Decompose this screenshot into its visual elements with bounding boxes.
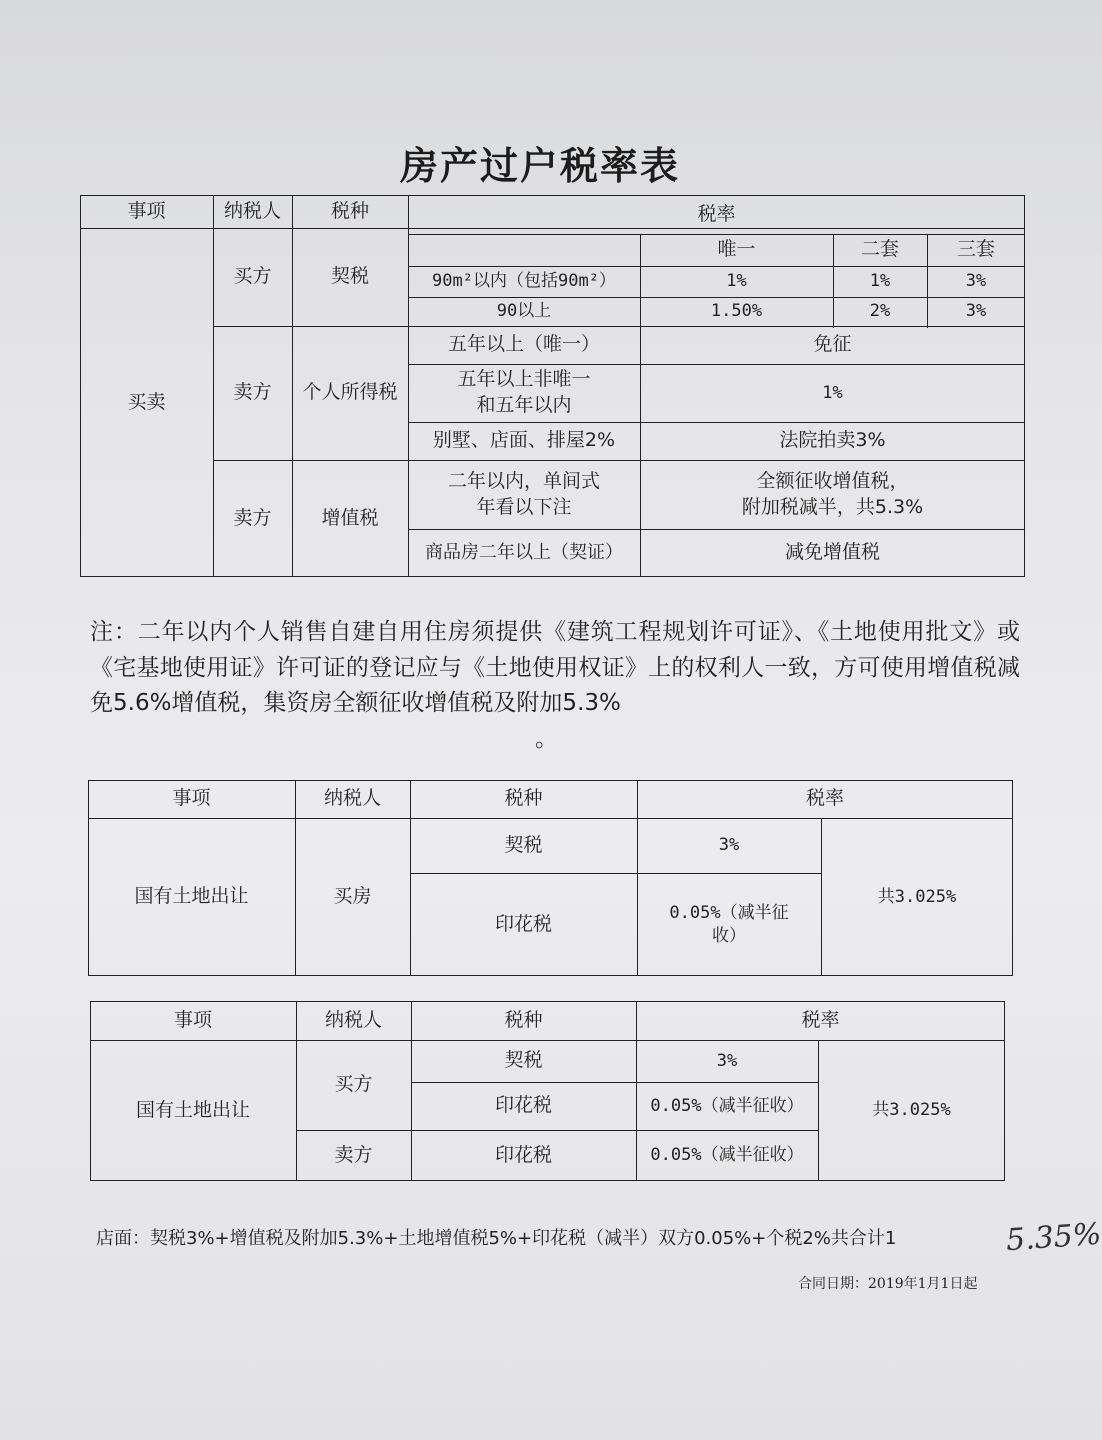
header-rate: 税率 — [801, 1008, 840, 1031]
taxpayer-buyer: 买方 — [334, 1073, 373, 1096]
col-third-home: 三套 — [956, 238, 995, 261]
header-item: 事项 — [127, 199, 166, 222]
rate-cell: 0.05%（减半征 收） — [669, 902, 789, 946]
rate-cell: 全额征收增值税， 附加税减半，共5.3% — [741, 469, 924, 518]
header-tax-type: 税种 — [504, 1008, 543, 1031]
page-title: 房产过户税率表 — [399, 144, 680, 188]
row-label: 别墅、店面、排屋2% — [432, 429, 616, 452]
row-label: 五年以上（唯一） — [447, 333, 600, 356]
tax-vat: 增值税 — [321, 506, 379, 529]
taxpayer-seller: 卖方 — [334, 1143, 373, 1166]
tax-stamp: 印花税 — [494, 912, 552, 935]
category-sale: 买卖 — [127, 390, 166, 413]
rate-cell: 3% — [716, 1050, 738, 1071]
row-label: 五年以上非唯一 和五年以内 — [457, 368, 591, 416]
header-taxpayer: 纳税人 — [323, 787, 381, 810]
rate-cell: 0.05%（减半征收） — [650, 1145, 804, 1166]
handwritten-total: 5.35% — [1004, 1216, 1102, 1259]
taxpayer-seller: 卖方 — [233, 381, 272, 404]
header-rate: 税率 — [805, 787, 844, 810]
taxpayer-buyer: 买房 — [333, 885, 372, 908]
tax-deed: 契税 — [504, 1049, 543, 1072]
header-tax-type: 税种 — [504, 787, 543, 810]
total-rate: 共3.025% — [877, 886, 957, 907]
rate-cell: 免征 — [813, 333, 852, 356]
col-second-home: 二套 — [860, 238, 899, 261]
col-only-home: 唯一 — [717, 238, 756, 261]
rate-cell: 1% — [726, 271, 747, 292]
header-rate: 税率 — [697, 202, 736, 225]
contract-date: 合同日期：2019年1月1日起 — [798, 1276, 978, 1292]
tax-deed: 契税 — [330, 265, 369, 288]
rate-cell: 3% — [965, 301, 987, 322]
row-label-under-90: 90m²以内（包括90m²） — [432, 271, 616, 292]
tax-stamp: 印花税 — [494, 1094, 552, 1117]
rate-cell: 0.05%（减半征收） — [650, 1095, 804, 1116]
header-item: 事项 — [172, 787, 211, 810]
row-label-over-90: 90以上 — [496, 301, 552, 322]
category-land-grant: 国有土地出让 — [135, 1098, 250, 1121]
header-taxpayer: 纳税人 — [223, 199, 281, 222]
note-end-mark: 。 — [535, 726, 558, 752]
taxpayer-buyer: 买方 — [233, 265, 272, 288]
tax-deed: 契税 — [504, 833, 543, 856]
rate-cell: 1% — [869, 271, 891, 292]
rate-cell: 法院拍卖3% — [779, 429, 886, 452]
taxpayer-seller: 卖方 — [233, 506, 272, 529]
rate-cell: 3% — [718, 835, 740, 856]
rate-cell: 1.50% — [710, 301, 763, 322]
tax-income: 个人所得税 — [302, 381, 398, 404]
rate-cell: 2% — [869, 301, 891, 322]
header-tax-type: 税种 — [330, 199, 369, 222]
row-label: 二年以内，单间式 年看以下注 — [447, 469, 600, 518]
row-label: 商品房二年以上（契证） — [425, 541, 623, 563]
header-taxpayer: 纳税人 — [324, 1008, 382, 1031]
rate-cell: 1% — [822, 382, 843, 403]
rate-cell: 减免增值税 — [784, 541, 880, 564]
category-land-grant: 国有土地出让 — [134, 885, 249, 908]
tax-stamp: 印花税 — [494, 1143, 552, 1166]
total-rate: 共3.025% — [872, 1100, 951, 1121]
storefront-summary: 店面：契税3%+增值税及附加5.3%+土地增值税5%+印花税（减半）双方0.05%+个税2%共合计1 — [96, 1228, 897, 1249]
rate-cell: 3% — [965, 271, 987, 292]
note-paragraph: 注：二年以内个人销售自建自用住房须提供《建筑工程规划许可证》、《土地使用批文》或《宅基地使用证》许可证的登记应与《土地使用权证》上的权利人一致，方可使用增值税减免5.6%增值税，集资房全额征收增值税及附加5.3% — [90, 619, 1020, 717]
header-item: 事项 — [173, 1008, 212, 1031]
